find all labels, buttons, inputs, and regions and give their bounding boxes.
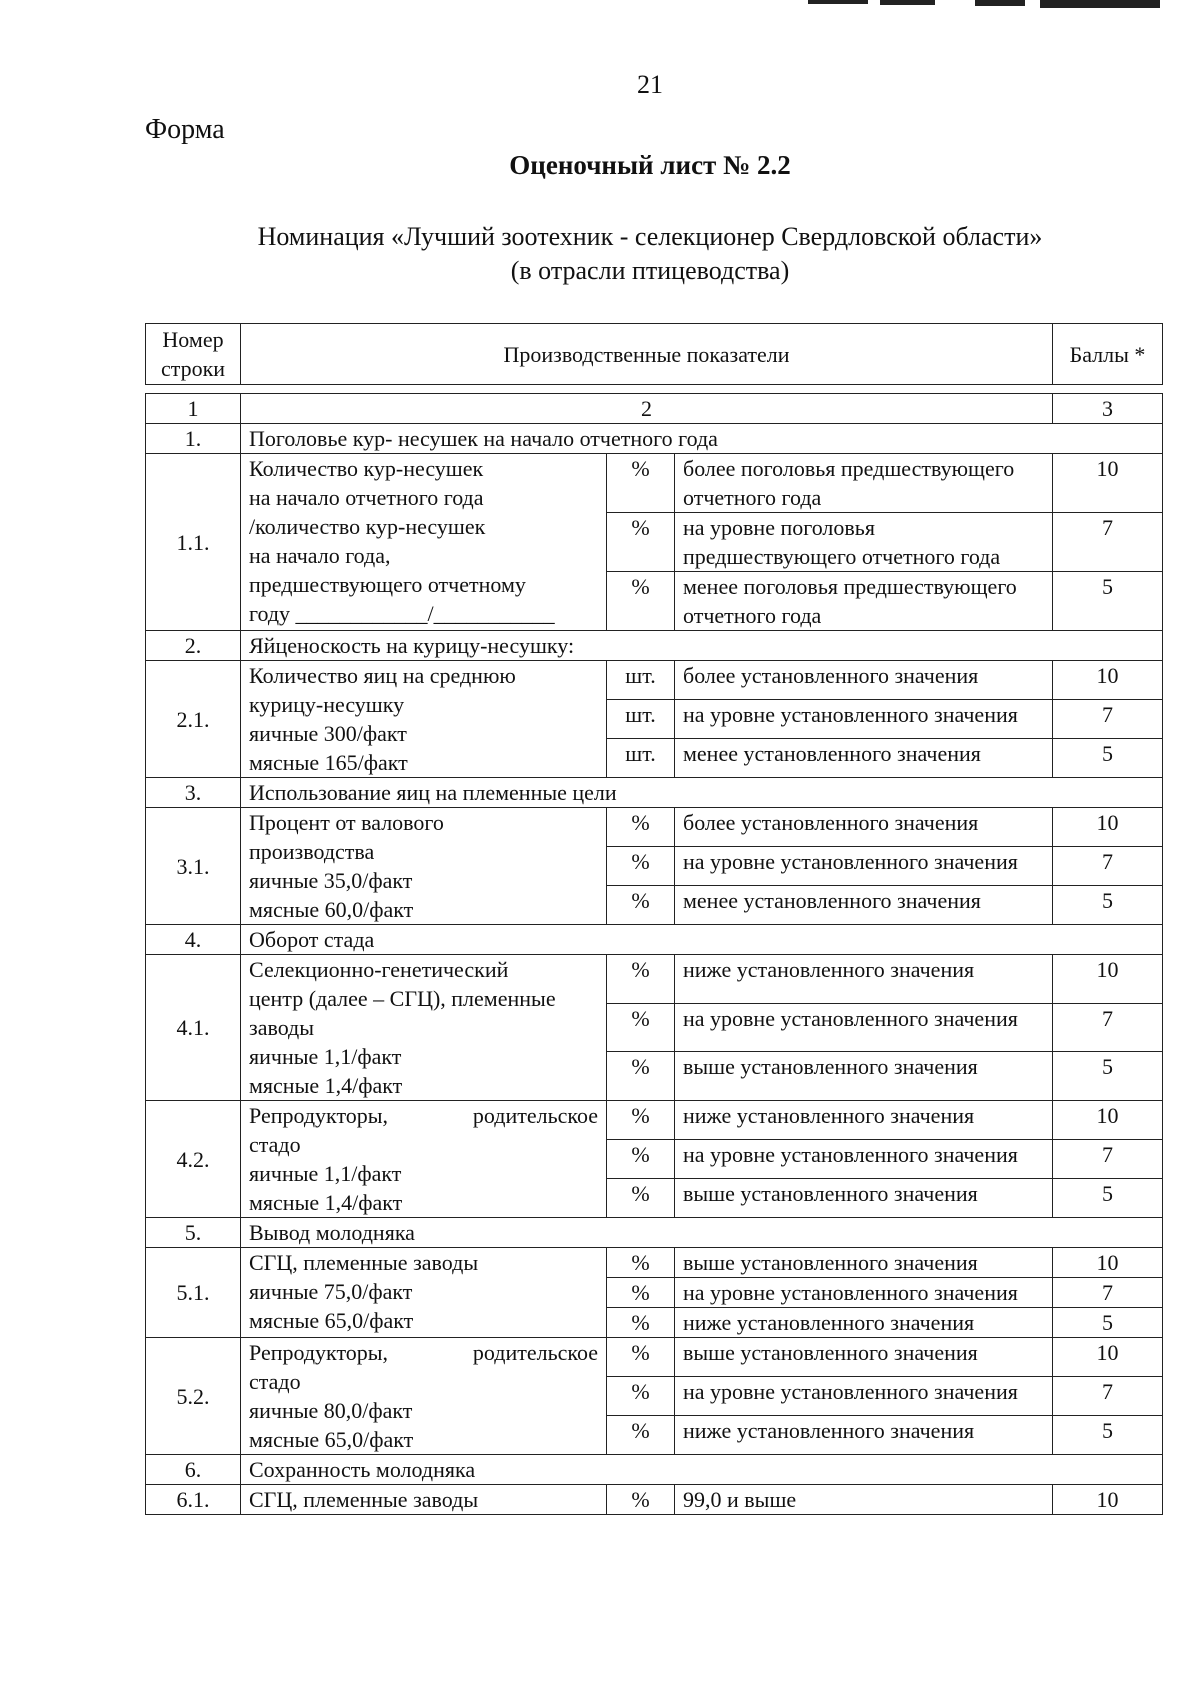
score: 10 [1053,1338,1163,1377]
score: 7 [1053,1278,1163,1308]
score: 5 [1053,739,1163,778]
section-title: Сохранность молодняка [241,1455,1163,1485]
score: 10 [1053,1101,1163,1140]
score: 10 [1053,955,1163,1004]
unit: % [607,1179,675,1218]
condition: на уровне установленного значения [675,847,1053,886]
unit: % [607,1416,675,1455]
section-title: Вывод молодняка [241,1218,1163,1248]
section-row [146,1218,1163,1248]
unit: % [607,1248,675,1278]
unit: % [607,1140,675,1179]
section-title: Использование яиц на племенные цели [241,778,1163,808]
section-number: 4. [146,925,241,955]
unit: % [607,886,675,925]
item-number: 5.2. [146,1338,241,1455]
unit: шт. [607,700,675,739]
unit: % [607,1338,675,1377]
item-description: Количество яиц на среднюю курицу-несушку яичные 300/факт мясные 165/факт [241,661,607,778]
score: 5 [1053,572,1163,631]
item-description: СГЦ, племенные заводы яичные 75,0/факт мясные 65,0/факт [241,1248,607,1338]
condition: на уровне установленного значения [675,1377,1053,1416]
score: 10 [1053,1485,1163,1515]
criterion-row [146,661,1163,700]
section-row [146,1455,1163,1485]
section-title: Поголовье кур- несушек на начало отчетного года [241,424,1163,454]
score: 10 [1053,661,1163,700]
item-number: 3.1. [146,808,241,925]
section-title: Яйценоскость на курицу-несушку: [241,631,1163,661]
item-description-rest: стадо яичные 1,1/факт мясные 1,4/факт [249,1132,403,1215]
unit: % [607,847,675,886]
condition: выше установленного значения [675,1179,1053,1218]
header-table [145,323,1163,385]
score: 5 [1053,886,1163,925]
score: 10 [1053,1248,1163,1278]
item-number: 4.1. [146,955,241,1101]
column-number: 1 [146,394,241,424]
condition: выше установленного значения [675,1338,1053,1377]
scan-artifact [1040,0,1160,8]
nomination-subline: (в отрасли птицеводства) [510,256,790,285]
section-number: 2. [146,631,241,661]
score: 7 [1053,1377,1163,1416]
condition: менее поголовья предшествующего отчетного года [675,572,1053,631]
score: 5 [1053,1308,1163,1338]
item-description [241,1338,607,1455]
criterion-row [146,1338,1163,1377]
score: 7 [1053,513,1163,572]
item-number: 6.1. [146,1485,241,1515]
item-description: СГЦ, племенные заводы [241,1485,607,1515]
form-label: Форма [145,114,225,145]
unit: % [607,1101,675,1140]
section-number: 1. [146,424,241,454]
item-description: Процент от валового производства яичные 35,0/факт мясные 60,0/факт [241,808,607,925]
score: 5 [1053,1416,1163,1455]
header-score: Баллы * [1053,324,1163,385]
item-number: 1.1. [146,454,241,631]
item-description-line: Репродукторы, родительское [249,1103,598,1128]
score: 7 [1053,1003,1163,1052]
item-description-line: Репродукторы, родительское [249,1340,598,1365]
condition: выше установленного значения [675,1052,1053,1101]
criterion-row [146,1101,1163,1140]
condition: на уровне установленного значения [675,1003,1053,1052]
item-description-rest: стадо яичные 80,0/факт мясные 65,0/факт [249,1369,414,1452]
score: 10 [1053,808,1163,847]
unit: % [607,1485,675,1515]
numbering-row [146,394,1163,424]
unit: % [607,808,675,847]
item-number: 5.1. [146,1248,241,1338]
unit: % [607,1377,675,1416]
unit: % [607,572,675,631]
section-row [146,778,1163,808]
criterion-row [146,1485,1163,1515]
condition: более установленного значения [675,808,1053,847]
unit: % [607,1052,675,1101]
condition: более установленного значения [675,661,1053,700]
unit: шт. [607,661,675,700]
unit: % [607,1003,675,1052]
condition: ниже установленного значения [675,1101,1053,1140]
item-description: Количество кур-несушек на начало отчетного года /количество кур-несушек на начало года, предшествующего отчетному году ____________/___________ [241,454,607,631]
condition: более поголовья предшествующего отчетного года [675,454,1053,513]
score: 7 [1053,700,1163,739]
sheet-title: Оценочный лист № 2.2 [509,150,791,180]
header-row [146,324,1163,385]
condition: ниже установленного значения [675,1308,1053,1338]
unit: % [607,1308,675,1338]
item-description [241,1101,607,1218]
scan-artifact [880,0,935,5]
section-number: 3. [146,778,241,808]
section-row [146,424,1163,454]
column-number: 2 [241,394,1053,424]
score: 10 [1053,454,1163,513]
header-row-number: Номер строки [146,324,241,385]
unit: % [607,1278,675,1308]
score: 5 [1053,1052,1163,1101]
criterion-row [146,454,1163,513]
criterion-row [146,1248,1163,1278]
section-row [146,925,1163,955]
column-number: 3 [1053,394,1163,424]
nomination [0,220,1200,288]
header-indicators: Производственные показатели [241,324,1053,385]
section-number: 6. [146,1455,241,1485]
section-row [146,631,1163,661]
section-number: 5. [146,1218,241,1248]
condition: ниже установленного значения [675,955,1053,1004]
score: 7 [1053,847,1163,886]
item-description: Селекционно-генетический центр (далее – СГЦ), племенные заводы яичные 1,1/факт мясные 1,4/факт [241,955,607,1101]
unit: % [607,513,675,572]
item-number: 2.1. [146,661,241,778]
section-title: Оборот стада [241,925,1163,955]
condition: на уровне установленного значения [675,1278,1053,1308]
unit: % [607,955,675,1004]
condition: выше установленного значения [675,1248,1053,1278]
score: 7 [1053,1140,1163,1179]
item-number: 4.2. [146,1101,241,1218]
scan-artifact [808,0,868,4]
page-number: 21 [637,70,663,99]
unit: шт. [607,739,675,778]
condition: 99,0 и выше [675,1485,1053,1515]
scan-artifact [975,0,1025,6]
condition: менее установленного значения [675,739,1053,778]
score: 5 [1053,1179,1163,1218]
condition: ниже установленного значения [675,1416,1053,1455]
condition: на уровне установленного значения [675,1140,1053,1179]
condition: на уровне поголовья предшествующего отчетного года [675,513,1053,572]
unit: % [607,454,675,513]
condition: менее установленного значения [675,886,1053,925]
condition: на уровне установленного значения [675,700,1053,739]
evaluation-table [145,393,1163,1515]
criterion-row [146,955,1163,1004]
nomination-line: Номинация «Лучший зоотехник - селекционер Свердловской области» [257,222,1043,251]
criterion-row [146,808,1163,847]
